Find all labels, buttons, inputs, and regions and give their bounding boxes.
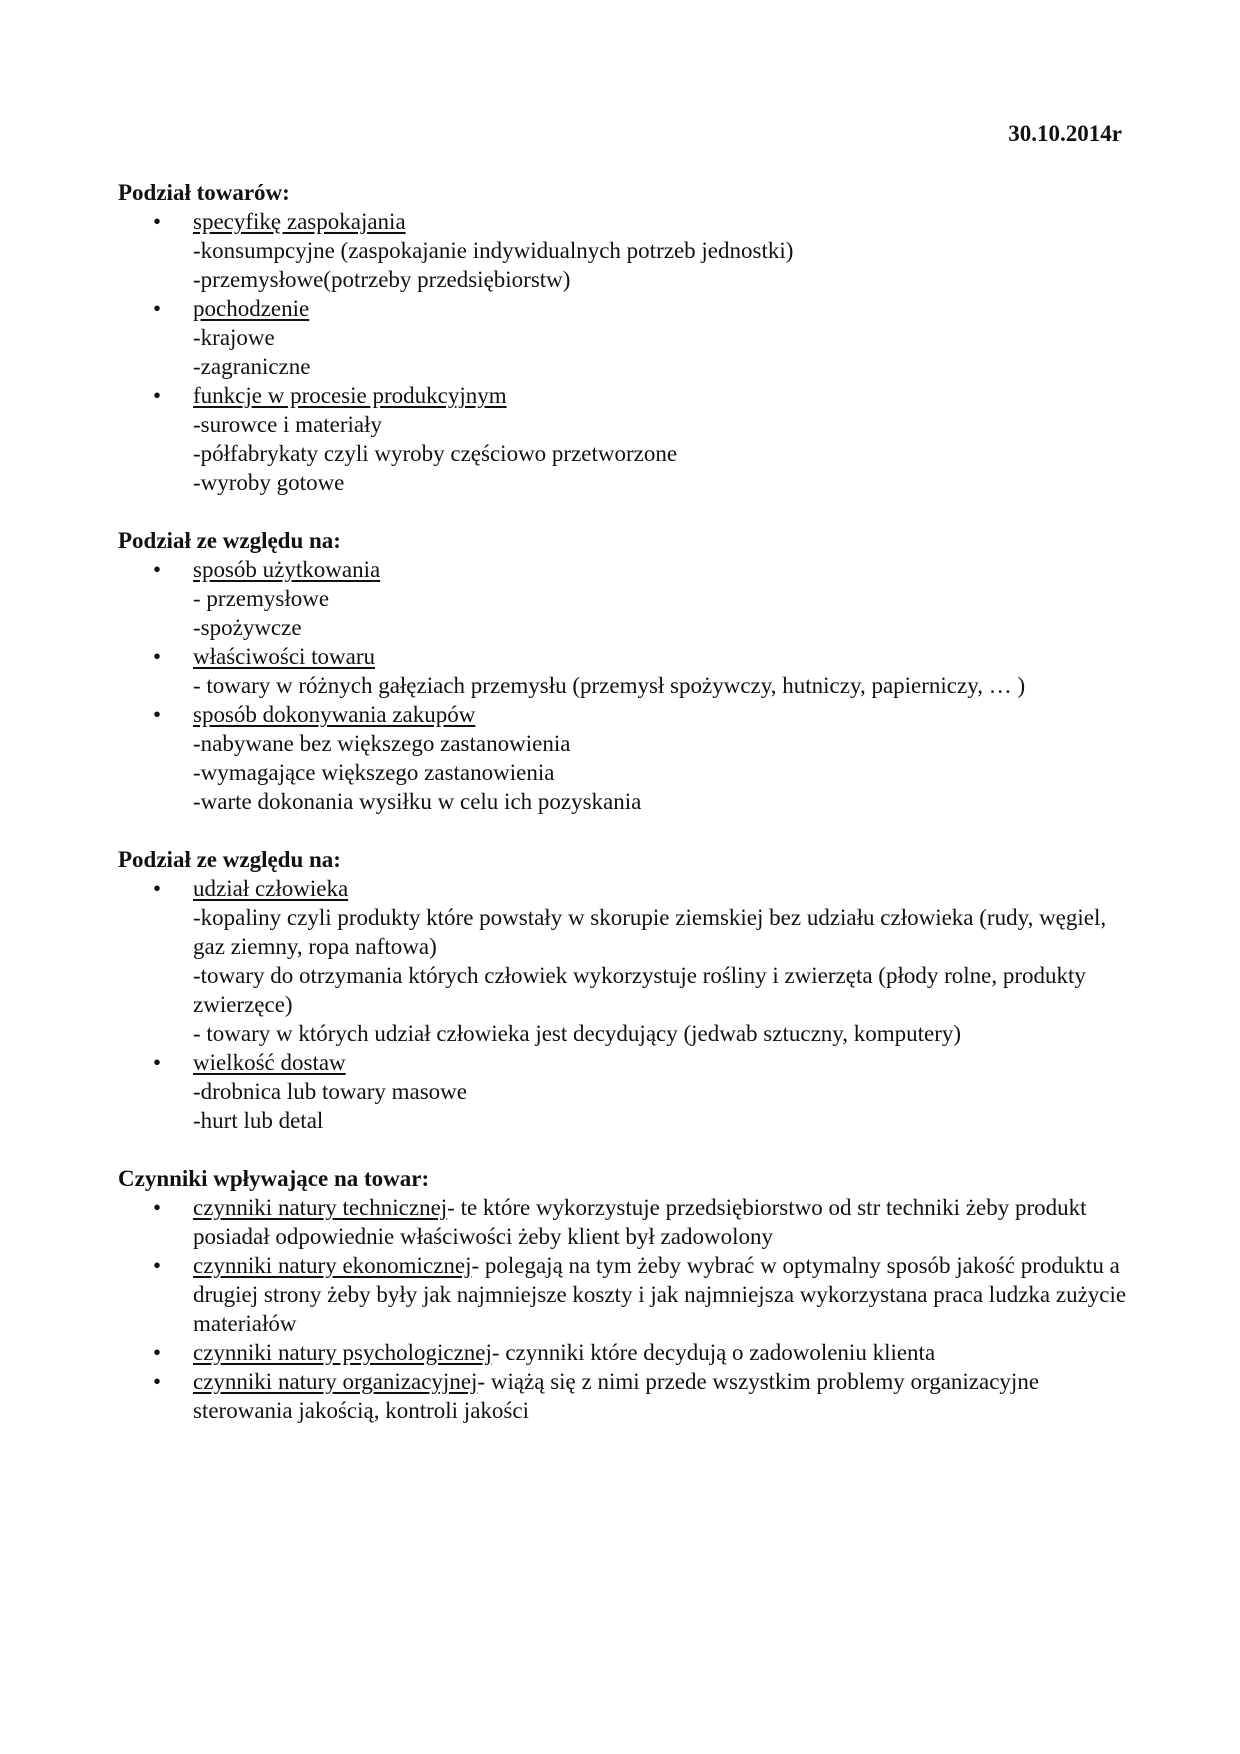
section-czynniki — [118, 1164, 1128, 1425]
bullet-icon: • — [153, 1050, 162, 1075]
bullet-list — [118, 207, 1128, 497]
section-podzial-wzgledu-2 — [118, 845, 1128, 1135]
bullet-icon: • — [153, 644, 162, 669]
list-item — [118, 207, 1128, 294]
bullet-icon: • — [153, 1253, 162, 1278]
item-line: - towary w których udział człowieka jest decydujący (jedwab sztuczny, komputery) — [193, 1021, 962, 1046]
item-label: pochodzenie — [193, 296, 310, 321]
bullet-icon: • — [153, 876, 162, 901]
list-item — [118, 1367, 1128, 1425]
item-text: - polegają na tym żeby wybrać w optymalny sposób jakość produktu a drugiej strony żeby były jak najmniejsze koszty i jak najmniejsza wykorzystana praca ludzka zużycie materiałów — [193, 1253, 1127, 1336]
bullet-list — [118, 874, 1128, 1135]
item-label: sposób dokonywania zakupów — [193, 702, 476, 727]
item-line: -przemysłowe(potrzeby przedsiębiorstw) — [193, 267, 571, 292]
item-text: - czynniki które decydują o zadowoleniu klienta — [491, 1340, 936, 1365]
item-line: -warte dokonania wysiłku w celu ich pozyskania — [193, 789, 642, 814]
item-line: -konsumpcyjne (zaspokajanie indywidualnych potrzeb jednostki) — [193, 238, 794, 263]
item-label: sposób użytkowania — [193, 557, 381, 582]
bullet-list — [118, 555, 1128, 816]
item-label: czynniki natury technicznej — [193, 1195, 448, 1220]
list-item — [118, 1251, 1128, 1338]
item-line: -krajowe — [193, 325, 275, 350]
item-line: -spożywcze — [193, 615, 302, 640]
bullet-icon: • — [153, 1369, 162, 1394]
item-label: właściwości towaru — [193, 644, 376, 669]
document-body — [118, 178, 1128, 1454]
item-text: - te które wykorzystuje przedsiębiorstwo od str techniki żeby produkt posiadał odpowiednie właściwości żeby klient był zadowolony — [193, 1195, 1087, 1249]
item-label: specyfikę zaspokajania — [193, 209, 406, 234]
list-item — [118, 1338, 1128, 1367]
bullet-list — [118, 1193, 1128, 1425]
list-item — [118, 1193, 1128, 1251]
item-label: czynniki natury organizacyjnej — [193, 1369, 478, 1394]
item-line: -wymagające większego zastanowienia — [193, 760, 555, 785]
item-line: -półfabrykaty czyli wyroby częściowo przetworzone — [193, 441, 678, 466]
item-line: -kopaliny czyli produkty które powstały w skorupie ziemskiej bez udziału człowieka (rudy, węgiel, gaz ziemny, ropa naftowa) — [193, 905, 1107, 959]
section-heading: Podział ze względu na: — [118, 847, 341, 872]
bullet-icon: • — [153, 702, 162, 727]
document-date: 30.10.2014r — [1008, 121, 1122, 146]
item-line: -surowce i materiały — [193, 412, 383, 437]
bullet-icon: • — [153, 383, 162, 408]
list-item — [118, 1048, 1128, 1135]
item-label: funkcje w procesie produkcyjnym — [193, 383, 507, 408]
list-item — [118, 642, 1128, 700]
item-line: -zagraniczne — [193, 354, 311, 379]
bullet-icon: • — [153, 296, 162, 321]
item-text: - wiążą się z nimi przede wszystkim problemy organizacyjne sterowania jakością, kontroli jakości — [193, 1369, 1040, 1423]
item-line: -towary do otrzymania których człowiek wykorzystuje rośliny i zwierzęta (płody rolne, produkty zwierzęce) — [193, 963, 1086, 1017]
item-line: - towary w różnych gałęziach przemysłu (przemysł spożywczy, hutniczy, papierniczy, … ) — [193, 673, 1026, 698]
bullet-icon: • — [153, 557, 162, 582]
item-line: - przemysłowe — [193, 586, 330, 611]
item-line: -nabywane bez większego zastanowienia — [193, 731, 571, 756]
list-item — [118, 874, 1128, 1048]
bullet-icon: • — [153, 1340, 162, 1365]
section-podzial-wzgledu-1 — [118, 526, 1128, 816]
item-label: czynniki natury ekonomicznej — [193, 1253, 472, 1278]
list-item — [118, 294, 1128, 381]
item-label: udział człowieka — [193, 876, 349, 901]
item-label: czynniki natury psychologicznej — [193, 1340, 492, 1365]
item-line: -wyroby gotowe — [193, 470, 345, 495]
section-heading: Podział ze względu na: — [118, 528, 341, 553]
list-item — [118, 700, 1128, 816]
list-item — [118, 555, 1128, 642]
list-item — [118, 381, 1128, 497]
section-heading: Czynniki wpływające na towar: — [118, 1166, 430, 1191]
section-podzial-towarow — [118, 178, 1128, 497]
section-heading: Podział towarów: — [118, 180, 290, 205]
item-line: -hurt lub detal — [193, 1108, 324, 1133]
item-line: -drobnica lub towary masowe — [193, 1079, 468, 1104]
bullet-icon: • — [153, 1195, 162, 1220]
bullet-icon: • — [153, 209, 162, 234]
item-label: wielkość dostaw — [193, 1050, 346, 1075]
